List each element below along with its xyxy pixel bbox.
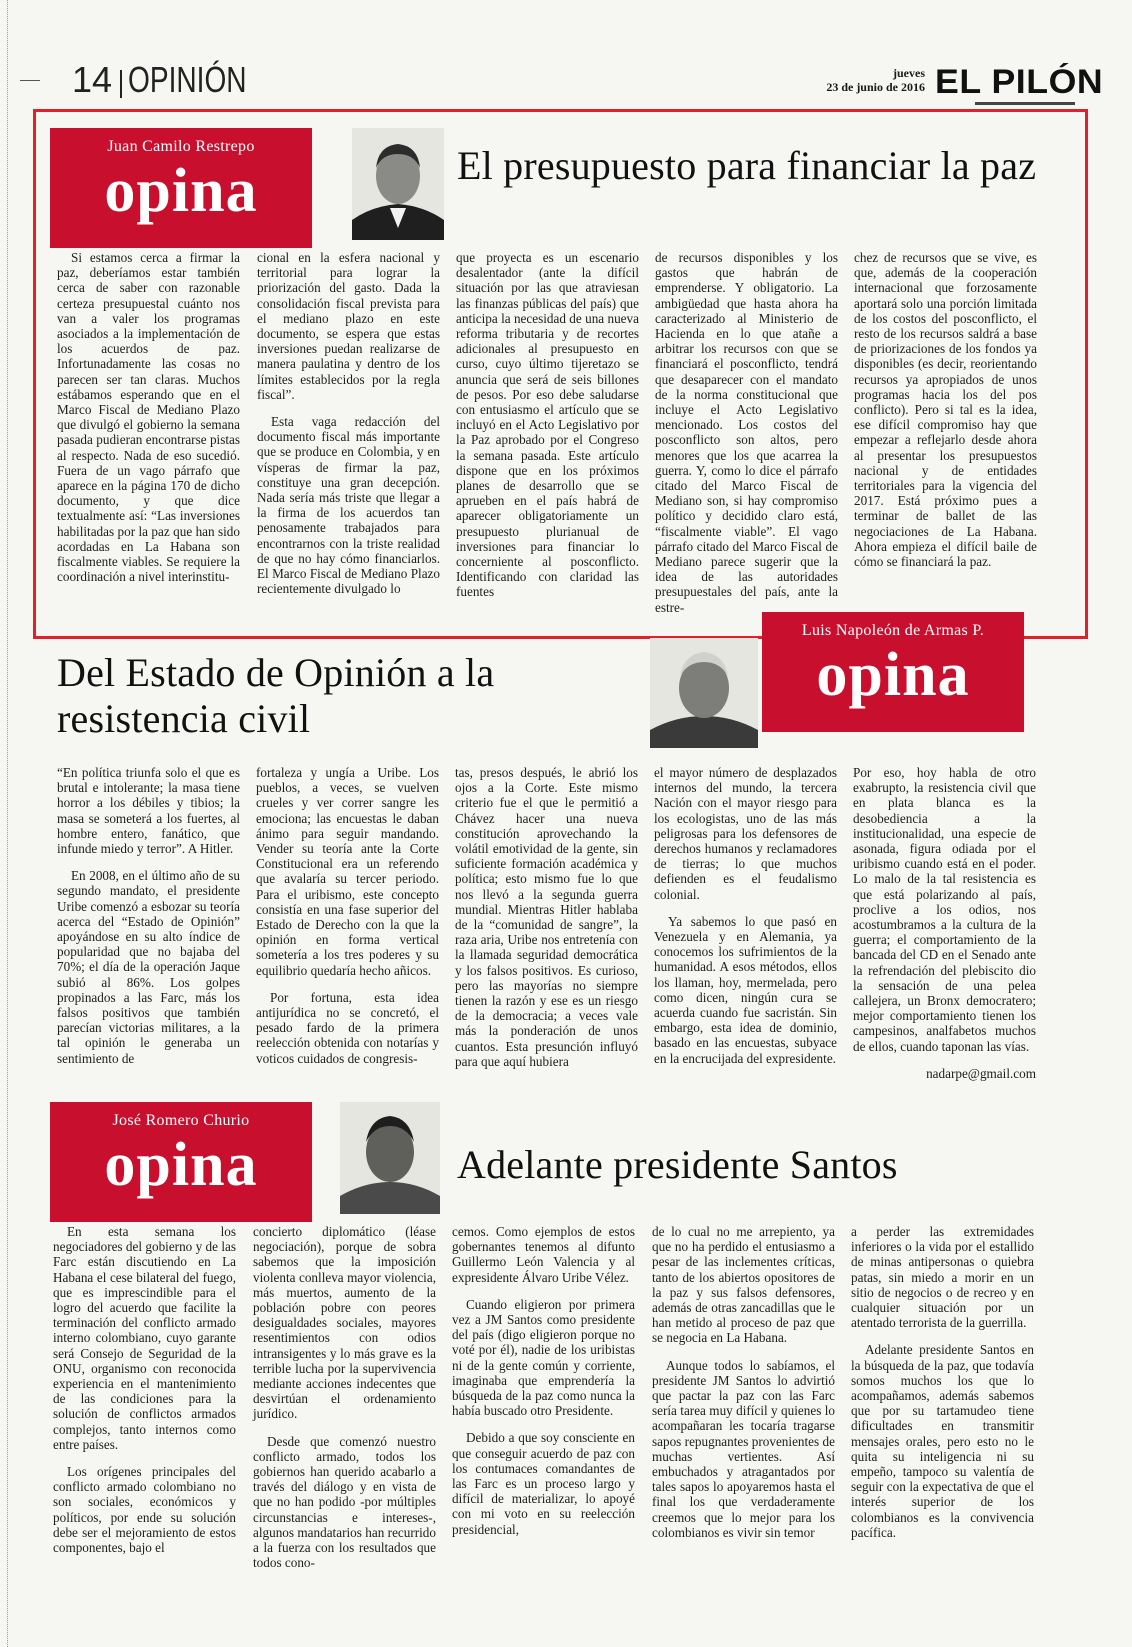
article-column xyxy=(256,765,439,1066)
paragraph: el mayor número de desplazados internos del mundo, la tercera Nación con el mayor riesgo para los ecologistas, uno de las más peligrosas para los defensores de derechos humanos y reclamadores de tierras; lo que muchos defienden es el feudalismo colonial. xyxy=(654,765,837,902)
issue-weekday: jueves xyxy=(893,66,925,80)
paragraph: Esta vaga redacción del documento fiscal más importante que se produce en Colombia, y en vísperas de firmar la paz, constituye una gran decepción. Nada sería más triste que llegar a la firma de los acuerdos tan penosamente trabajados para encontrarnos con la triste realidad de que no hay cómo financiarlos. El Marco Fiscal de Mediano Plazo recientemente divulgado lo xyxy=(257,414,440,597)
paragraph: chez de recursos que se vive, es que, además de la cooperación internacional que forzosamente aportará solo una porción limitada de los costos del posconflicto, el resto de los recursos saldrá a base de priorizaciones de los fondos ya disponibles (es decir, reorientando recursos ya apropiados de unos programas hacia los del pos conflicto). Pero si tal es la idea, ese difícil compromiso hay que empezar a reflejarlo desde ahora al presentar los presupuestos nacional y de entidades territoriales para la vigencia del 2017. Está próximo pues a terminar de ballet de las negociaciones de La Habana. Ahora empieza el difícil baile de cómo se financiará la paz. xyxy=(854,250,1037,570)
paragraph: concierto diplomático (léase negociación), porque de sobra sabemos que la imposición violenta conlleva mayor violencia, más muertos, aumento de la población pobre con peores desigualdades sociales, mayores resentimientos con odios intransigentes y lo más grave es la terrible lucha por la supervivencia mediante acciones indecentes que desvirtúan el ordenamiento jurídico. xyxy=(253,1224,436,1422)
article-column xyxy=(851,1224,1034,1540)
newspaper-logo: EL PILÓN xyxy=(935,63,1104,101)
opina-header-3 xyxy=(50,1102,312,1222)
author-name: Juan Camilo Restrepo xyxy=(107,138,255,155)
author-photo xyxy=(352,128,444,240)
paragraph: que proyecta es un escenario desalentador (ante la difícil situación por las que atraviesan las finanzas públicas del país) que anticipa la necesidad de una nueva reforma tributaria y de recortes adicionales al presupuesto en curso, cuyo último tijeretazo se anuncia que será de seis billones de pesos. Por eso debe saludarse con entusiasmo el artículo que se incluyó en el Acto Legislativo por la Paz aprobado por el Congreso la semana pasada. Este artículo dispone que en los próximos planes de desarrollo que se aprueben en el país habrá de aparecer obligatoriamente un presupuesto plurianual de inversiones para financiar lo concerniente al posconflicto. Identificando con claridad las fuentes xyxy=(456,250,639,600)
article-column xyxy=(253,1224,436,1570)
article-column xyxy=(652,1224,835,1540)
page-binding-edge xyxy=(0,0,8,1647)
masthead xyxy=(60,58,1104,104)
article-column xyxy=(57,250,240,584)
portrait-image xyxy=(340,1102,440,1214)
section-divider xyxy=(120,70,122,98)
author-photo xyxy=(340,1102,440,1214)
paragraph: Adelante presidente Santos en la búsqueda de la paz, que todavía somos muchos los que lo acompañamos, además sabemos que por su tartamudeo tiene dificultades en transmitir mensajes orales, pero esto no le quita su inteligencia ni su empeño, tampoco su valentía de seguir con la expectativa de que el interés superior de los colombianos es la convivencia pacífica. xyxy=(851,1342,1034,1540)
paragraph: fortaleza y ungía a Uribe. Los pueblos, a veces, se vuelven crueles y ver correr sangre les emociona; las encuestas le daban ánimo para seguir mandando. Vender su teoría ante la Corte Constitucional era un referendo que avalaría su tercer periodo. Para el uribismo, este concepto consistía en una fase superior del Estado de Derecho con la que la opinión en forma vertical sometería a los tres poderes y su equilibrio quedaría hecho añicos. xyxy=(256,765,439,978)
paragraph: Cuando eligieron por primera vez a JM Santos como presidente del país (digo eligieron porque no voté por él), nadie de los uribistas ni de la gente común y corriente, imaginaba que emprendería la búsqueda de la paz como nunca la había buscado otro Presidente. xyxy=(452,1296,635,1419)
paragraph: de recursos disponibles y los gastos que habrán de emprenderse. Y obligatorio. La ambigüedad que hasta ahora ha caracterizado al Ministerio de Hacienda en lo que atañe a arbitrar los recursos con que se financiará el posconflicto, tendrá que desaparecer con el mandato de la norma constitucional que incluye el Acto Legislativo mencionado. Los costos del posconflicto son altos, pero menores que los que acarrea la guerra. Y, como lo dice el párrafo citado del Marco Fiscal de Mediano son, si hay compromiso político y decidido claro está, “fiscalmente viable”. El vago párrafo citado del Marco Fiscal de Mediano parece sugerir que la idea de las autoridades presupuestales del país, ante la estre- xyxy=(655,250,838,615)
article-column xyxy=(654,765,837,1066)
paragraph: cemos. Como ejemplos de estos gobernantes tenemos al difunto Guillermo León Valencia y al expresidente Álvaro Uribe Vélez. xyxy=(452,1224,635,1285)
author-name: Luis Napoleón de Armas P. xyxy=(801,622,985,639)
paragraph: Aunque todos lo sabíamos, el presidente JM Santos lo advirtió que pactar la paz con las Farc sería tarea muy difícil y quienes lo acompañaran les tocaría tragarse sapos repugnantes provenientes de muchas vertientes. Así embuchados y atragantados por tales sapos lo apoyaremos hasta el final los que verdaderamente creemos que lo mejor para los colombianos es vivir sin temor xyxy=(652,1357,835,1540)
article-column xyxy=(452,1224,635,1537)
article-column xyxy=(854,250,1037,569)
issue-date-text: 23 de junio de 2016 xyxy=(826,80,925,94)
page-number: 14 xyxy=(72,59,113,100)
opina-label: opina xyxy=(104,157,258,225)
paragraph: de lo cual no me arrepiento, ya que no ha perdido el entusiasmo a pesar de las inclementes críticas, tanto de los abiertos opositores de la paz y sus falsos defensores, además de otras zancadillas que le han metido al proceso de paz que se negocia en La Habana. xyxy=(652,1224,835,1346)
opina-label: opina xyxy=(816,641,970,709)
paragraph: Los orígenes principales del conflicto armado colombiano no son sociales, económicos y políticos, por ende su solución debe ser el mejoramiento de estos componentes, bajo el xyxy=(53,1464,236,1556)
article-column xyxy=(853,765,1036,1081)
paragraph: cional en la esfera nacional y territorial para lograr la priorización del gasto. Dada la consolidación fiscal prevista para el mediano plazo en este documento, se espera que estas inversiones puedan realizarse de manera paulatina y dentro de los límites establecidos por la regla fiscal”. xyxy=(257,250,440,402)
opina-header-1 xyxy=(50,128,312,248)
article-column xyxy=(53,1224,236,1555)
article-title: Adelante presidente Santos xyxy=(457,1142,898,1187)
paragraph: En 2008, en el último año de su segundo mandato, el presidente Uribe comenzó a esbozar su teoría acerca del “Estado de Opinión” apoyándose en su alto índice de popularidad que no bajaba del 70%; el día de la operación Jaque subió al 86%. Los golpes propinados a las Farc, más los falsos positivos que también parecían victorias militares, a la tal opinión le generaba un sentimiento de xyxy=(57,868,240,1066)
paragraph: Por fortuna, esta idea antijurídica no se concretó, el pesado fardo de la primera reelección obtenida con notarías y voticos cuidados de congresis- xyxy=(256,989,439,1066)
logo-underline xyxy=(975,102,1075,105)
author-photo xyxy=(650,638,758,748)
portrait-image xyxy=(650,638,758,748)
paragraph: Por eso, hoy habla de otro exabrupto, la resistencia civil que en plata blanca es la desobediencia a la institucionalidad, una especie de asonada, figura odiada por el uribismo cuando está en el poder. Lo malo de la tal resistencia es que está polarizando al país, proclive a los odios, nos acostumbramos a la cultura de la guerra; el comportamiento de la bancada del CD en el Senado ante la refrendación del plebiscito dio la sensación de una pelea callejera, un Bronx democratero; mejor comportamiento tienen los campesinos, analfabetos muchos de ellos, cuando taponan las vías. xyxy=(853,765,1036,1054)
paragraph: Si estamos cerca a firmar la paz, deberíamos estar también cerca de saber con razonable certeza presupuestal cuánto nos van a valer los programas asociados a la implementación de los acuerdos de paz. Infortunadamente las cosas no parecen ser tan claras. Muchos estábamos esperando que en el Marco Fiscal de Mediano Plazo que divulgó el gobierno la semana pasada pudieran encontrarse pistas al respecto. Nada de eso sucedió. Fuera de un vago párrafo que aparece en la página 170 de dicho documento, y que dice textualmente así: “Las inversiones habilitadas por la paz que han sido acordadas en La Habana son fiscalmente viables. Se requiere la coordinación a nivel interinstitu- xyxy=(57,250,240,585)
paragraph: Debido a que soy consciente en que conseguir acuerdo de paz con los contumaces comandantes de las Farc es un proceso largo y difícil de materializar, lo apoyé con mi voto en su reelección presidencial, xyxy=(452,1430,635,1537)
article-column xyxy=(257,250,440,596)
article-title: El presupuesto para financiar la paz xyxy=(457,143,1037,188)
article-column xyxy=(655,250,838,615)
issue-date xyxy=(740,66,925,94)
author-email: nadarpe@gmail.com xyxy=(926,1065,1036,1081)
section-name: OPINIÓN xyxy=(128,59,247,100)
masthead-rule xyxy=(20,80,40,81)
article-column xyxy=(57,765,240,1066)
portrait-image xyxy=(352,128,444,240)
paragraph: Desde que comenzó nuestro conflicto armado, todos los gobiernos han querido acabarlo a través del diálogo y en vista de que no han podido -por múltiples circunstancias e intereses-, algunos mandatarios han recurrido a la fuerza con los resultados que todos cono- xyxy=(253,1433,436,1571)
paragraph: tas, presos después, le abrió los ojos a la Corte. Este mismo criterio fue el que le permitió a Chávez hacer una nueva constitución aprovechando la volátil emotividad de la gente, sin suficiente formación académica y política; esto mismo fue lo que nos llevó a la segunda guerra mundial. Mientras Hitler hablaba de la “comunidad de sangre”, la raza aria, Uribe nos entretenía con la llamada seguridad democrática y los falsos positivos. Es curioso, pero las mayorías no siempre tienen la razón y ese es un riesgo de la democracia; a veces vale más la ponderación de unos cuantos. Esta presunción influyó para que aquí hubiera xyxy=(455,765,638,1069)
paragraph: Ya sabemos lo que pasó en Venezuela y en Alemania, ya conocemos los sufrimientos de la humanidad. A esos métodos, ellos los llaman, hoy, mermelada, pero como dicen, ningún cura se acuerda cuando fue sacristán. Sin embargo, esta idea de dominio, basado en las encuestas, subyace en la encrucijada del expresidente. xyxy=(654,913,837,1066)
article-column xyxy=(456,250,639,600)
article-title: Del Estado de Opinión a la resistencia civil xyxy=(57,650,495,741)
article-column xyxy=(455,765,638,1069)
paragraph: a perder las extremidades inferiores o la vida por el estallido de minas antipersonas o quiebra patas, sin miedo a morir en un sitio de negocios o de recreo y en cualquier situación por un atentado terrorista de la guerrilla. xyxy=(851,1224,1034,1331)
opina-header-2 xyxy=(762,612,1024,732)
paragraph: “En política triunfa solo el que es brutal e intolerante; la masa tiene horror a los débiles y tibios; la masa se someterá a los fuertes, al hombre entero, fanático, que infunde miedo y terror”. A Hitler. xyxy=(57,765,240,857)
opina-label: opina xyxy=(104,1131,258,1199)
author-name: José Romero Churio xyxy=(112,1112,250,1129)
paragraph: En esta semana los negociadores del gobierno y de las Farc están discutiendo en La Habana el cese bilateral del fuego, que es imprescindible para el logro del acuerdo que facilite la terminación del conflicto armado interno colombiano, cuyo garante será Consejo de Seguridad de la ONU, organismo con reconocida experiencia en el mantenimiento de las condiciones para la solución de conflictos armados complejos, tanto internos como entre países. xyxy=(53,1224,236,1452)
